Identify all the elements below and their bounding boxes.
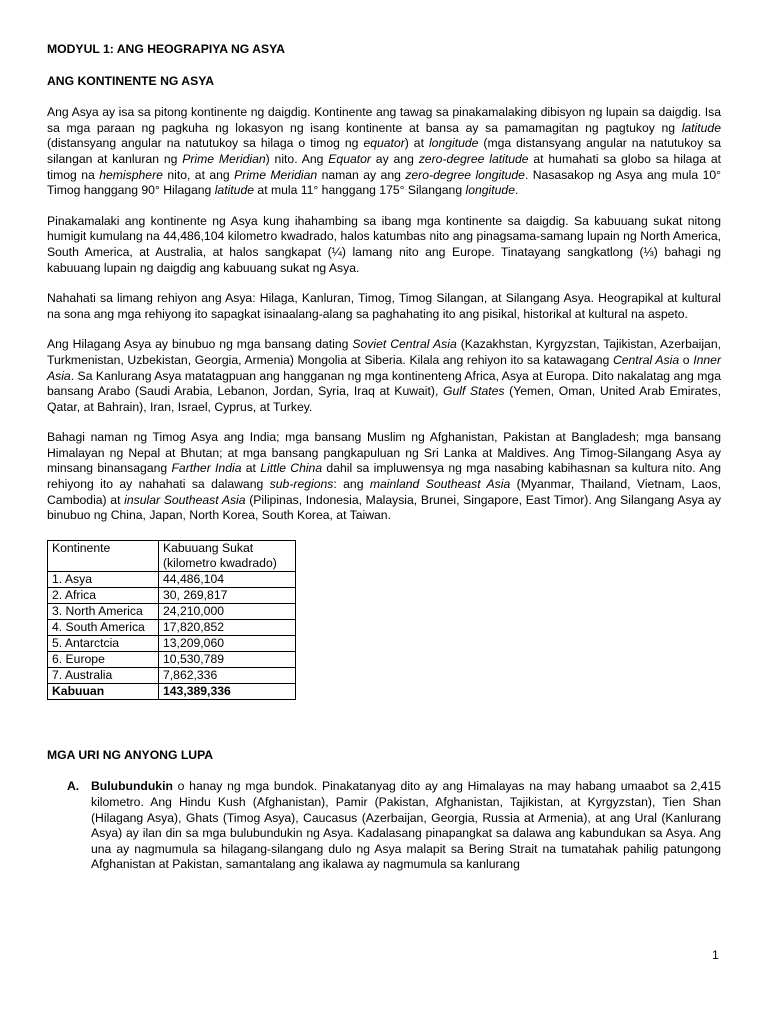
table-header-row [48,540,296,571]
italic-term: Farther India [171,461,242,476]
table-row [48,667,296,683]
text-run: (Yemen, Oman, United Arab Emirates, Qatar, at Bahrain), Iran, Israel, Cyprus, at Turkey. [47,384,721,414]
italic-term: Gulf States [442,384,505,399]
paragraph-north-west-asia [47,337,721,415]
text-run: . [514,183,519,198]
paragraph-regions [47,291,721,322]
italic-term: zero-degree latitude [418,151,529,166]
italic-term: mainland Southeast Asia [369,477,511,492]
document-page [47,38,721,873]
table-cell: 3. North America [48,603,159,619]
header-cell: Kabuuang Sukat (kilometro kwadrado) [159,540,296,571]
table-cell: 2. Africa [48,587,159,603]
paragraph-south-southeast-asia [47,430,721,524]
italic-term: Soviet Central Asia [352,337,457,352]
list-marker: A. [67,779,80,794]
text-run: Nahahati sa limang rehiyon ang Asya: Hilaga, Kanluran, Timog, Timog Silangan, at Silangang Asya. Heograpikal at kultural na sona ang mga rehiyong ito sapagkat isinaalang-alang sa paghahating ito ang pisikal, historikal at kultural na aspeto. [47,291,721,321]
continent-area-table [47,540,296,700]
table-cell: 30, 269,817 [159,587,296,603]
italic-term: longitude [465,183,515,198]
italic-term: Central Asia [612,352,680,367]
text-run: (Pilipinas, Indonesia, Malaysia, Brunei, Singapore, East Timor). Ang Silangang Asya ay binubuo ng China, Japan, North Korea, South Korea, at Taiwan. [47,492,721,523]
table-cell: 13,209,060 [159,635,296,651]
landforms-heading: MGA URI NG ANYONG LUPA [47,747,214,762]
italic-term: Equator [328,151,371,166]
table-row [48,587,296,603]
text-run: . Nasasakop ng Asya ang mula 10° Timog hanggang 90° Hilagang [47,167,722,198]
italic-term: insular Southeast Asia [124,492,246,507]
text-run: ) at [404,136,429,151]
italic-term: Prime Meridian [182,151,266,166]
table-row [48,651,296,667]
italic-term: latitude [681,120,721,135]
table-cell: 7,862,336 [159,667,296,683]
italic-term: Little China [260,461,323,476]
italic-term: hemisphere [99,167,163,182]
table-total-row [48,683,296,699]
text-run: o [679,352,694,367]
table-cell: 4. South America [48,619,159,635]
text-run: ) nito. Ang [265,151,329,166]
text-run: Ang Hilagang Asya ay binubuo ng mga bansang dating [47,337,353,352]
text-run: . Sa Kanlurang Asya matatagpuan ang hangganan ng mga kontinenteng Africa, Asya at Europa. Dito nakalatag ang mga bansang Arabo (Saudi Arabia, Lebanon, Jordan, Syria, Iraq at Kuwait), [47,368,721,399]
table-cell: 7. Australia [48,667,159,683]
text-run: naman ay ang [317,167,406,182]
text-run: at mula 11° hanggang 175° Silangang [254,183,466,198]
text-run: dahil sa impluwensya ng mga nasabing kabihasnan sa kultura nito. Ang rehiyong ito ay nahahati sa dalawang [47,461,721,492]
table-row [48,603,296,619]
text-run: at humahati sa globo sa hilaga at timog na [47,151,721,182]
table-cell: 5. Antarctcia [48,635,159,651]
list-item-lead: Bulubundukin [91,779,173,794]
total-label: Kabuuan [48,683,159,699]
total-value: 143,389,336 [159,683,296,699]
list-item [47,779,721,873]
table-cell: 6. Europe [48,651,159,667]
italic-term: longitude [428,136,479,151]
table-row [48,571,296,587]
table-cell: 44,486,104 [159,571,296,587]
text-run: nito, at ang [162,167,235,182]
list-item-text [91,779,721,873]
table-row [48,619,296,635]
text-run: ay ang [370,151,419,166]
italic-term: Prime Meridian [234,167,318,182]
italic-term: zero-degree longitude [405,167,525,182]
text-run: at [241,461,261,476]
italic-term: sub-regions [269,477,334,492]
page-number: 1 [712,948,719,962]
text-run: : ang [333,477,370,492]
text-run: Pinakamalaki ang kontinente ng Asya kung ihahambing sa ibang mga kontinente sa daigdig. Sa kabuuang sukat nitong humigit kumulang na 44,486,104 kilometro kwadrado, halos katumbas nito ang pinagsama-samang lupain ng North America, South America, at Australia, at halos sangkapat (¼) lamang nito ang Europe. Tinatayang sangkatlong (⅓) bahagi ng kabuuang lupain ng daigdig ang kabuuang sukat ng Asya. [47,213,721,275]
text-run: (Kazakhstan, Kyrgyzstan, Tajikistan, Azerbaijan, Turkmenistan, Uzbekistan, Georgia, Armenia) Mongolia at Siberia. Kilala ang rehiyon ito sa katawagang [47,337,722,367]
table-cell: 10,530,789 [159,651,296,667]
paragraph-size [47,214,721,276]
text-run: (Myanmar, Thailand, Vietnam, Laos, Cambodia) at [47,477,722,507]
text-run: Bahagi naman ng Timog Asya ang India; mga bansang Muslim ng Afghanistan, Pakistan at Bangladesh; mga bansang Himalayan ng Nepal at Bhutan; at mga bansang pangkapuluan ng Sri Lanka at Maldives. Ang Timog-Silangang Asya ay minsang binansagang [47,430,721,476]
table-cell: 17,820,852 [159,619,296,635]
list-item-body: o hanay ng mga bundok. Pinakatanyag dito ay ang Himalayas na may habang umaabot sa 2,415 kilometro. Ang Hindu Kush (Afghanistan), Pamir (Pakistan, Afghanistan, Tajikistan, at Kyrgyzstan), Tien Shan (Hilagang Asya), Ghats (Timog Asya), Caucasus (Azerbaijan, Georgia, Russia at Armenia), at ang Ural (Kanlurang Asya) ay ilan din sa mga bulubundukin ng Asya. Kadalasang pinapangkat sa dalawa ang kabundukan sa Asya. Ang una ay nagmumula sa hilagang-silangang dulo ng Asya malapit sa Bering Strait na tumatahak pahilig patungong Afghanistan at Pakistan, samantalang ang ikalawa ay nagmumula sa kanlurang [91,779,721,872]
table-row [48,635,296,651]
paragraph-location [47,105,721,199]
table-cell: 24,210,000 [159,603,296,619]
text-run: (mga distansyang angular na natutukoy sa silangan at kanluran ng [47,136,722,166]
italic-term: latitude [214,183,255,198]
table-cell: 1. Asya [48,571,159,587]
italic-term: equator [363,136,405,151]
module-title: MODYUL 1: ANG HEOGRAPIYA NG ASYA [47,42,285,56]
header-cell: Kontinente [48,540,159,571]
text-run: (distansyang angular na natutukoy sa hilaga o timog ng [47,136,364,151]
section-heading: ANG KONTINENTE NG ASYA [47,73,215,88]
text-run: Ang Asya ay isa sa pitong kontinente ng daigdig. Kontinente ang tawag sa pinakamalaking dibisyon ng lupain sa daigdig. Isa sa mga paraan ng pagkuha ng lokasyon ng isang kontinente at bansa ay sa pamamagitan ng pagtukoy ng [47,105,721,135]
italic-term: Inner Asia [47,352,721,383]
